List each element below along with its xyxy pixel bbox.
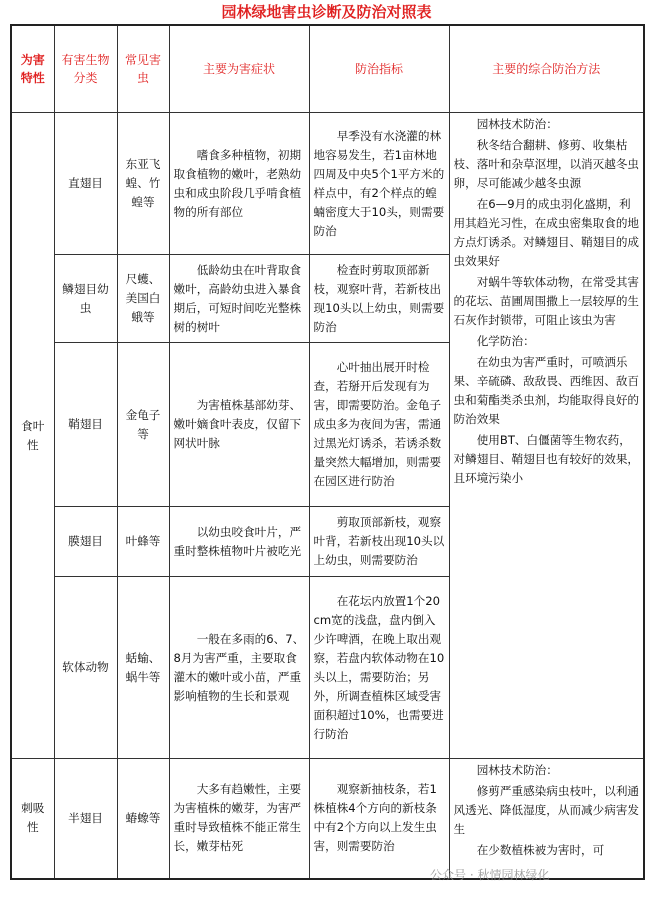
- method1-paragraph: 园林技术防治：: [476, 117, 558, 131]
- watermark: 公众号 · 秋情园林绿化: [430, 868, 550, 882]
- symptom-cell: 为害植株基部幼芽、嫩叶嫡食叶表皮，仅留下网状叶脉: [169, 343, 309, 507]
- pest-class: 鞘翅目: [54, 343, 117, 507]
- method1-paragraph: 对蜗牛等软体动物，在常受其害的花坛、苗圃周围撒上一层较厚的生石灰作封锁带，可阻止该虫为害: [453, 275, 640, 327]
- header-pests: 常见害虫: [117, 25, 169, 113]
- symptom-cell: 一般在多雨的6、7、8月为害严重，主要取食灌木的嫩叶或小苗，严重影响植物的生长和景观: [169, 577, 309, 759]
- method2-paragraph: 园林技术防治：: [476, 763, 558, 777]
- pest-class: 鳞翅目幼虫: [54, 255, 117, 343]
- method2-paragraph: 修剪严重感染病虫枝叶，以利通风透光、降低湿度，从而减少病害发生: [453, 784, 640, 836]
- method-cell-1: [449, 113, 644, 759]
- pest-names: 尺蠖、美国白蛾等: [117, 255, 169, 343]
- pest-names: 叶蜂等: [117, 507, 169, 577]
- header-row: [11, 25, 644, 113]
- page-title: 园林绿地害虫诊断及防治对照表: [221, 3, 432, 21]
- symptom-cell: 以幼虫咬食叶片，严重时整株植物叶片被吃光: [169, 507, 309, 577]
- table-row: [11, 759, 644, 879]
- pest-class: 直翅目: [54, 113, 117, 255]
- pest-class: 膜翅目: [54, 507, 117, 577]
- method1-paragraph: 使用BT、白僵菌等生物农药，对鳞翅目、鞘翅目也有较好的效果，且环境污染小: [453, 433, 640, 485]
- pest-names: 蝽蟓等: [117, 759, 169, 879]
- index-cell: 心叶抽出展开时检查，若掰开后发现有为害，即需要防治。金龟子成虫多为夜间为害，需通过黑光灯诱杀，若诱杀数量突然大幅增加，则需要在园区进行防治: [309, 343, 449, 507]
- symptom-cell: 嗜食多种植物，初期取食植物的嫩叶，老熟幼虫和成虫阶段几乎啃食植物的所有部位: [169, 113, 309, 255]
- method2-paragraph: 在少数植株被为害时，可: [476, 843, 605, 857]
- index-cell: 观察新抽枝条，若1株植株4个方向的新枝条中有2个方向以上发生虫害，则需要防治: [309, 759, 449, 879]
- method1-paragraph: 化学防治：: [476, 334, 535, 348]
- pest-names: 东亚飞蝗、竹蝗等: [117, 113, 169, 255]
- table-row: [11, 113, 644, 255]
- pest-class: 软体动物: [54, 577, 117, 759]
- index-cell: 剪取顶部新枝，观察叶背，若新枝出现10头以上幼虫，则需要防治: [309, 507, 449, 577]
- symptom-cell: 低龄幼虫在叶背取食嫩叶，高龄幼虫进入暴食期后，可短时间吃光整株树的树叶: [169, 255, 309, 343]
- pest-names: 蛞蝓、蜗牛等: [117, 577, 169, 759]
- pest-table: [10, 24, 645, 880]
- header-class: 有害生物分类: [54, 25, 117, 113]
- header-index: 防治指标: [309, 25, 449, 113]
- method1-paragraph: 在6—9月的成虫羽化盛期，利用其趋光习性，在成虫密集取食的地方点灯诱杀。对鳞翅目、鞘翅目的成虫效果好: [453, 197, 640, 268]
- header-trait: 为害特性: [11, 25, 54, 113]
- group-leaf-feeding: 食叶性: [11, 113, 54, 759]
- group-sucking: 刺吸性: [11, 759, 54, 879]
- method1-paragraph: 秋冬结合翻耕、修剪、收集枯枝、落叶和杂草沤埋，以消灭越冬虫卵，尽可能减少越冬虫源: [453, 138, 640, 190]
- pest-class: 半翅目: [54, 759, 117, 879]
- pest-names: 金龟子等: [117, 343, 169, 507]
- header-symptom: 主要为害症状: [169, 25, 309, 113]
- method1-paragraph: 在幼虫为害严重时，可喷洒乐果、辛硫磷、敌敌畏、西维因、敌百虫和菊酯类杀虫剂，均能取得良好的防治效果: [453, 355, 640, 426]
- header-method: 主要的综合防治方法: [449, 25, 644, 113]
- index-cell: 在花坛内放置1个20cm宽的浅盘，盘内倒入少许啤酒，在晚上取出观察，若盘内软体动物在10头以上，需要防治；另外，所调查植株区域受害面积超过10%，也需要进行防治: [309, 577, 449, 759]
- index-cell: 早季没有水浇灌的林地容易发生，若1亩林地四周及中央5个1平方米的样点中，有2个样点的蝗蝻密度大于10头，则需要防治: [309, 113, 449, 255]
- index-cell: 检查时剪取顶部新枝，观察叶背，若新枝出现10头以上幼虫，则需要防治: [309, 255, 449, 343]
- symptom-cell: 大多有趋嫩性，主要为害植株的嫩芽，为害严重时导致植株不能正常生长，嫩芽枯死: [169, 759, 309, 879]
- method-cell-2: [449, 759, 644, 879]
